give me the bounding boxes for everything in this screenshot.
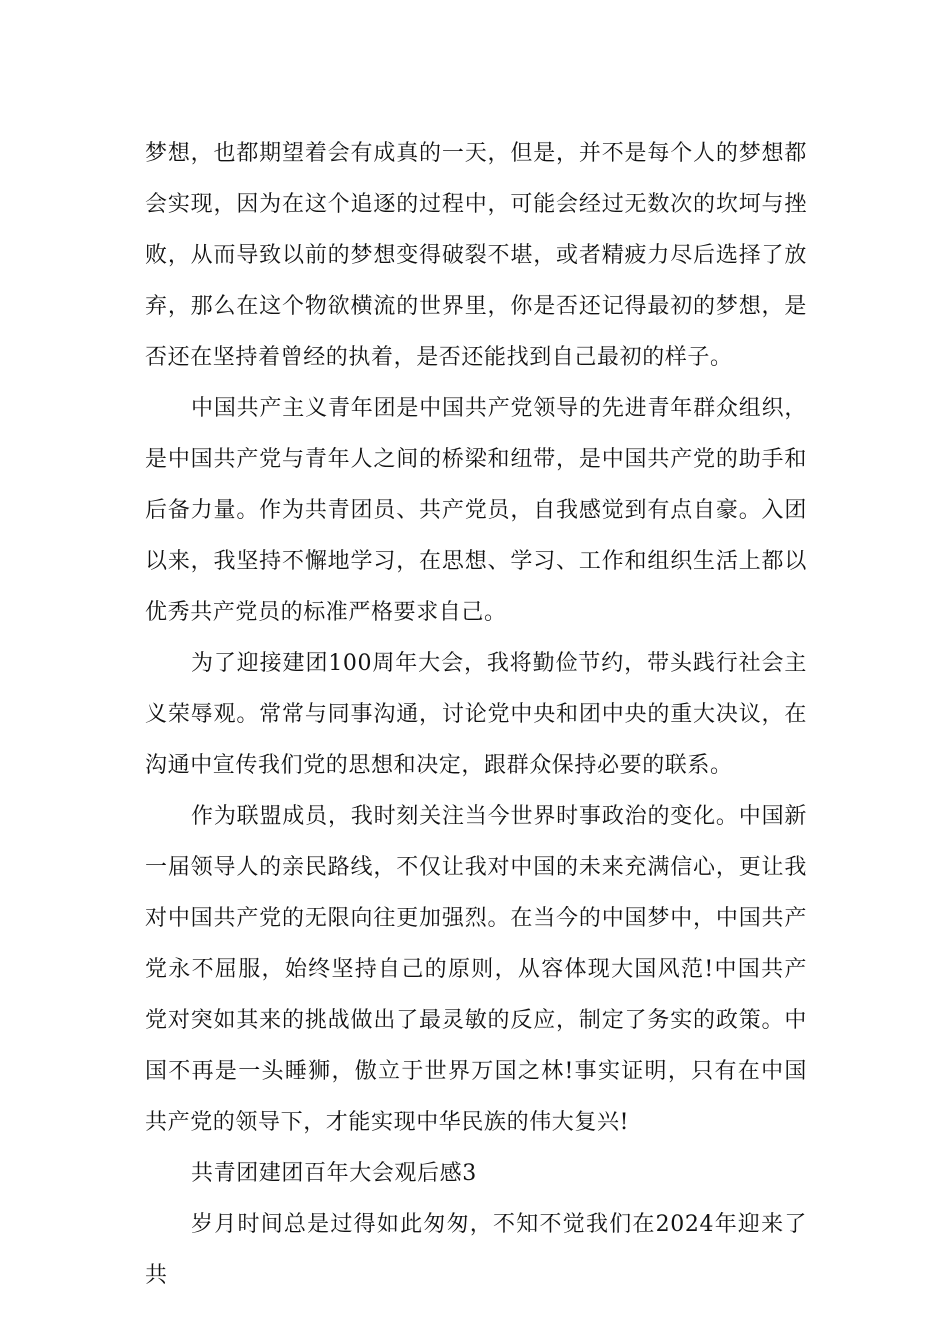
section-heading: 共青团建团百年大会观后感3	[191, 1161, 477, 1186]
paragraph-league-member: 作为联盟成员，我时刻关注当今世界时事政治的变化。中国新一届领导人的亲民路线，不仅让我对中国的未来充满信心，更让我对中国共产党的无限向往更加强烈。在当今的中国梦中，中国共产党永不屈服，始终坚持自己的原则，从容体现大国风范!中国共产党对突如其来的挑战做出了最灵敏的反应，制定了务实的政策。中国不再是一头睡狮，傲立于世界万国之林!事实证明，只有在中国共产党的领导下，才能实现中华民族的伟大复兴!	[145, 804, 807, 1135]
paragraph-centenary-commitment: 为了迎接建团100周年大会，我将勤俭节约，带头践行社会主义荣辱观。常常与同事沟通，讨论党中央和团中央的重大决议，在沟通中宣传我们党的思想和决定，跟群众保持必要的联系。	[145, 651, 807, 778]
paragraph-time-passes: 岁月时间总是过得如此匆匆，不知不觉我们在2024年迎来了共	[145, 1212, 807, 1288]
document-body	[145, 128, 807, 1301]
paragraph-youth-league: 中国共产主义青年团是中国共产党领导的先进青年群众组织，是中国共产党与青年人之间的桥梁和纽带，是中国共产党的助手和后备力量。作为共青团员、共产党员，自我感觉到有点自豪。入团以来，我坚持不懈地学习，在思想、学习、工作和组织生活上都以优秀共产党员的标准严格要求自己。	[145, 396, 807, 625]
paragraph-dream-continuation: 梦想，也都期望着会有成真的一天，但是，并不是每个人的梦想都会实现，因为在这个追逐的过程中，可能会经过无数次的坎坷与挫败，从而导致以前的梦想变得破裂不堪，或者精疲力尽后选择了放弃，那么在这个物欲横流的世界里，你是否还记得最初的梦想，是否还在坚持着曾经的执着，是否还能找到自己最初的样子。	[145, 141, 807, 370]
